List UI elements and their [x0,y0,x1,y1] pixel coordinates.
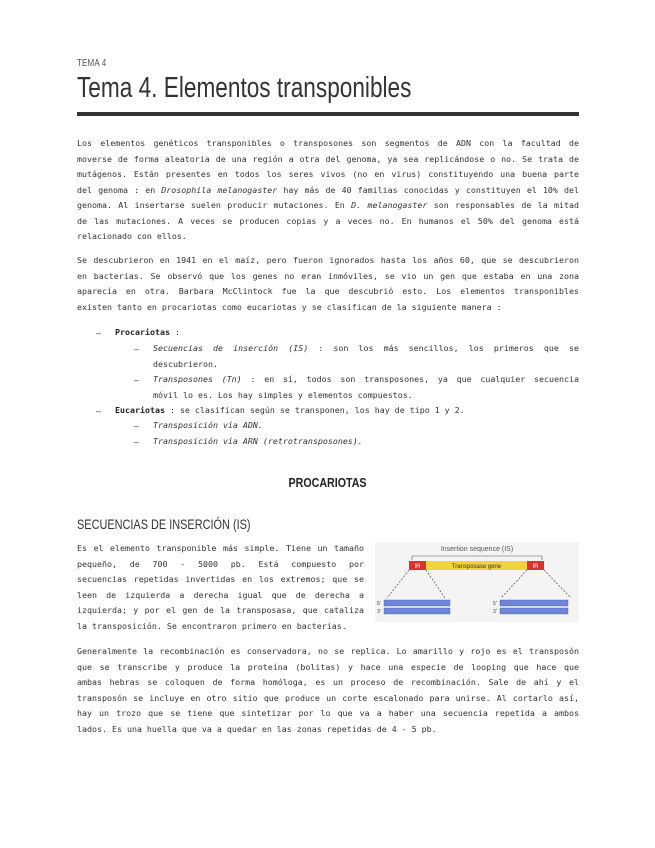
title-underline [77,112,579,116]
text-line [77,183,579,199]
species-name: D. melanogaster [351,200,428,210]
term-rna: Transposición vía ARN (retrotransposones). [153,436,363,446]
zoom-line [426,570,445,598]
text-line: moverse de forma aleatoria de una región a otra del genoma, ya sea replicándose o no. Se trata de [77,153,579,164]
list-item-dna [153,418,263,434]
list-dash: – [134,421,139,431]
text-line: secuencias repetidas invertidas en los extremos; que se [77,574,364,584]
text-line: la transposición. Se encontraron primero en bacterias. [77,620,347,631]
zoom-line [501,570,527,598]
species-name: Drosophila melanogaster [161,184,278,195]
text-line: existen tanto en procariotas como eucariotas y se clasifican de la siguiente manera : [77,301,502,312]
text-line: móvil lo es. Los hay simples y elementos compuestos. [153,389,413,400]
strand-label: 3' [493,609,497,615]
strand-label: 5' [377,601,381,607]
dna-strand-left-bottom [384,608,450,614]
text-line: hay un trozo que se tiene que sintetizar por lo que va a haber una secuencia repetida a ambos [77,708,579,718]
text-span: : son los más sencillos, los primeros que se [308,343,579,353]
text-line: descubrieron. [153,358,218,369]
text-line: que se transcribe y produce la proteína (bolitas) y hace una especie de looping que hace que [77,661,579,672]
term-prokaryotes: Procariotas [115,327,170,337]
list-dash: – [134,437,139,447]
strand-label: 5' [493,601,497,607]
zoom-line [544,570,571,598]
recombination-paragraph [77,644,579,737]
gene-label: Transposase gene [451,564,502,570]
list-item-tn [153,372,579,403]
ir-right-label: IR [532,564,539,570]
text-line: Se descubrieron en 1941 en el maíz, pero fueron ignorados hasta los años 60, que se descubrieron [77,255,579,265]
ir-left-label: IR [414,564,421,570]
zoom-line [387,570,409,598]
intro-paragraph [77,136,579,245]
dna-strand-right-bottom [500,608,568,614]
text-line: leen de izquierda a derecha igual que de derecha a [77,589,364,600]
insertion-sequence-figure [375,542,579,622]
list-item-eukaryotes [115,403,465,419]
strand-label: 3' [377,609,381,615]
list-dash: – [96,328,101,338]
section-heading-is: SECUENCIAS DE INSERCIÓN (IS) [77,516,251,532]
text-span: : [169,327,180,337]
list-dash: – [134,344,139,354]
text-line: relacionado con ellos. [77,231,187,241]
text-line: ambas hebras se coloquen de forma homóloga, es un proceso de recombinación. Sale de ahí y el [77,677,579,687]
kicker: TEMA 4 [77,58,107,69]
insertion-sequence-diagram [375,542,579,622]
text-span: genoma. Al insertarse suelen producir mutaciones. En [77,200,352,210]
term-eukaryotes: Eucariotas [115,405,165,415]
text-line: lados. Es una huella que va a quedar en las zonas repetidas de 4 - 5 pb. [77,723,437,734]
text-line: en bacterias. Se observó que los genes no eran inmóviles, se vio un gen que estaba en una zona [77,270,579,281]
text-line: Los elementos genéticos transponibles o transposones son segmentos de ADN con la facultad de [77,138,579,148]
term-dna: Transposición vía ADN. [153,420,263,430]
text-span: : en sí, todos son transposones, ya que cualquier secuencia [241,374,579,384]
term-is: Secuencias de inserción (IS) [153,343,309,353]
text-line: transposón se incluye en otro sitio que produce un corte escalonado para unirse. Al cortarlo así, [77,692,579,703]
text-line: pequeño, de 700 - 5000 pb. Está compuesto por [77,558,364,569]
is-paragraph [77,541,364,634]
text-span: : se clasifican según se transponen, los hay de tipo 1 y 2. [164,405,465,415]
text-line [77,198,579,214]
text-line: Es el elemento transponible más simple. Tiene un tamaño [77,543,364,553]
text-span: son responsables de la mitad [427,200,579,210]
text-line: aparecía en otra. Barbara McClintock fue la que descubrió esto. Los elementos transponibles [77,286,579,296]
figure-caption: Insertion sequence (IS) [440,546,514,553]
list-item-prokaryotes [115,325,180,341]
text-span: del genoma : en [77,184,162,195]
term-tn: Transposones (Tn) [153,374,242,384]
text-line: izquierda; y por el gen de la transposasa, que cataliza [77,605,364,615]
text-line: de las mutaciones. A veces se producen copias y a veces no. En humanos el 50% del genoma está [77,215,579,226]
list-dash: – [96,406,101,416]
history-paragraph [77,253,579,315]
text-span: hay más de 40 familias conocidas y constituyen el 10% del [277,184,579,195]
text-line: Generalmente la recombinación es conservadora, no se replica. Lo amarillo y rojo es el transposón [77,646,579,656]
list-item-rna [153,434,363,450]
list-dash: – [134,375,139,385]
text-line [153,372,579,388]
section-heading-prokaryotes [77,475,579,490]
text-line: mutágenos. Están presentes en todos los seres vivos (no en virus) constituyendo una buena parte [77,169,579,179]
dna-strand-right-top [500,600,568,606]
page-title: Tema 4. Elementos transponibles [77,72,412,104]
heading-text: PROCARIOTAS [288,475,367,490]
dna-strand-left-top [384,600,450,606]
list-item-is [153,341,579,372]
text-line [153,341,579,357]
